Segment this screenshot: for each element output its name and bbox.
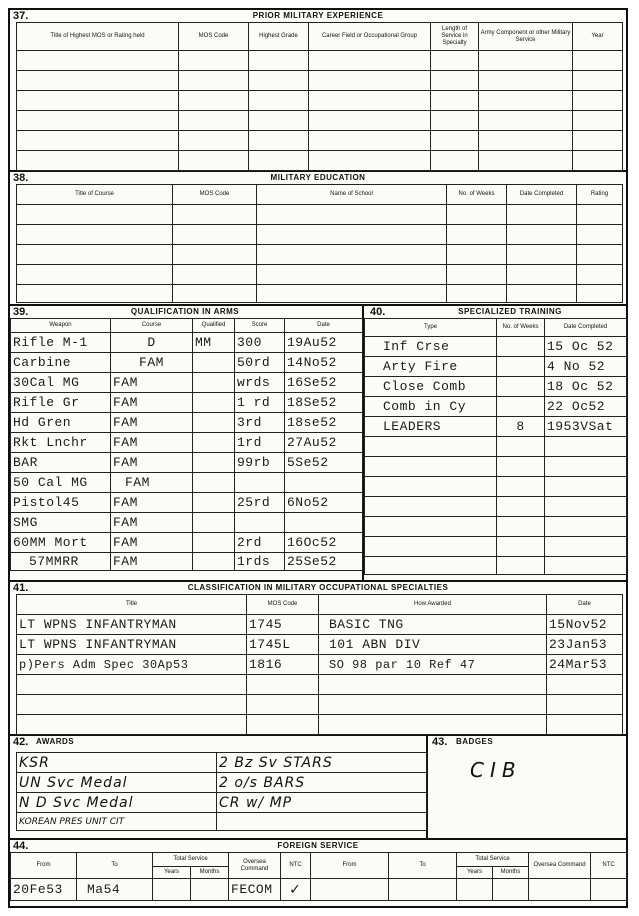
col-header: Date Completed: [545, 319, 627, 337]
how-awarded: SO 98 par 10 Ref 47: [319, 655, 547, 675]
col-header: No. of Weeks: [447, 185, 507, 205]
col-header: Months: [191, 867, 229, 879]
section-title: BADGES: [456, 737, 494, 746]
weeks: [497, 337, 545, 357]
date: [285, 473, 363, 493]
table-row: [17, 91, 623, 111]
weapon: 30Cal MG: [11, 373, 111, 393]
score: 300: [235, 333, 285, 353]
table-row: [365, 417, 627, 437]
table-row: [11, 433, 363, 453]
section-foreign-service: [10, 840, 626, 906]
col-header: Total Service: [153, 853, 229, 867]
section-title: CLASSIFICATION IN MILITARY OCCUPATIONAL SPECIALTIES: [187, 583, 449, 592]
course: FAM: [111, 353, 193, 373]
qualified: [193, 393, 235, 413]
weapon: Carbine: [11, 353, 111, 373]
table-row: [365, 477, 627, 497]
weapon: Rkt Lnchr: [11, 433, 111, 453]
table-row: [17, 675, 623, 695]
col-header: Rating: [577, 185, 623, 205]
table-row: [365, 457, 627, 477]
table-row: [17, 225, 623, 245]
mos-code: 1745: [247, 615, 319, 635]
qualified: [193, 413, 235, 433]
section-title: MILITARY EDUCATION: [270, 173, 366, 182]
table-row: [11, 413, 363, 433]
mos-date: 23Jan53: [547, 635, 623, 655]
date: 18se52: [285, 413, 363, 433]
col-header: Qualified: [193, 319, 235, 333]
table-row: [17, 51, 623, 71]
training-type: Comb in Cy: [365, 397, 497, 417]
table-row: [365, 397, 627, 417]
score: 50rd: [235, 353, 285, 373]
table-row: [11, 879, 627, 901]
course: FAM: [111, 373, 193, 393]
table-row: [17, 813, 427, 831]
mos-classification-table: [16, 594, 623, 735]
col-header: Years: [153, 867, 191, 879]
col-header: Date: [547, 595, 623, 615]
section-number: 40.: [370, 306, 386, 318]
weapon: Rifle M-1: [11, 333, 111, 353]
training-type: Arty Fire: [365, 357, 497, 377]
table-row: [17, 655, 623, 675]
date: 27Au52: [285, 433, 363, 453]
weapon: Hd Gren: [11, 413, 111, 433]
col-header: Title of Highest MOS or Rating held: [17, 23, 179, 51]
col-header: Name of School: [257, 185, 447, 205]
table-row: [17, 245, 623, 265]
col-header: How Awarded: [319, 595, 547, 615]
awards-table: [16, 752, 427, 831]
mos-code: 1745L: [247, 635, 319, 655]
qualified: [193, 453, 235, 473]
col-header: From: [311, 853, 389, 879]
col-header: Army Component or other Military Service: [479, 23, 573, 51]
score: [235, 473, 285, 493]
table-row: [11, 493, 363, 513]
weapon: BAR: [11, 453, 111, 473]
course: FAM: [111, 393, 193, 413]
date-completed: 15 Oc 52: [545, 337, 627, 357]
section-title: AWARDS: [36, 737, 75, 746]
qualified: [193, 553, 235, 571]
qualified: [193, 533, 235, 553]
table-row: [17, 773, 427, 793]
training-type: Close Comb: [365, 377, 497, 397]
table-row: [11, 553, 363, 571]
table-row: [365, 337, 627, 357]
date: 5Se52: [285, 453, 363, 473]
training-type: LEADERS: [365, 417, 497, 437]
col-header: To: [389, 853, 457, 879]
section-number: 39.: [13, 306, 29, 318]
table-row: [17, 265, 623, 285]
date: 18Se52: [285, 393, 363, 413]
table-row: [365, 517, 627, 537]
award: KOREAN PRES UNIT CIT: [17, 813, 217, 831]
prior-experience-table: [16, 22, 623, 171]
col-header: Total Service: [457, 853, 529, 867]
table-row: [17, 615, 623, 635]
table-row: [11, 373, 363, 393]
mos-code: 1816: [247, 655, 319, 675]
date: 16Oc52: [285, 533, 363, 553]
table-row: [17, 715, 623, 735]
weapon: 60MM Mort: [11, 533, 111, 553]
table-row: [365, 437, 627, 457]
course: D: [111, 333, 193, 353]
section-badges: [428, 736, 626, 840]
section-number: 44.: [13, 840, 29, 852]
score: 25rd: [235, 493, 285, 513]
how-awarded: 101 ABN DIV: [319, 635, 547, 655]
col-header: Date Completed: [507, 185, 577, 205]
section-number: 42.: [13, 736, 29, 748]
col-header: Oversea Command: [529, 853, 591, 879]
award: 2 Bz Sv STARS: [217, 753, 427, 773]
table-row: [11, 513, 363, 533]
date-completed: 22 Oc52: [545, 397, 627, 417]
score: [235, 513, 285, 533]
mos-title: LT WPNS INFANTRYMAN: [17, 615, 247, 635]
fs-to: Ma54: [77, 879, 153, 901]
course: FAM: [111, 453, 193, 473]
mos-title: LT WPNS INFANTRYMAN: [17, 635, 247, 655]
table-row: [365, 557, 627, 575]
weeks: [497, 357, 545, 377]
table-row: [11, 353, 363, 373]
qualified: MM: [193, 333, 235, 353]
award: KSR: [17, 753, 217, 773]
training-type: Inf Crse: [365, 337, 497, 357]
military-education-table: [16, 184, 623, 303]
col-header: Highest Grade: [249, 23, 309, 51]
col-header: Months: [493, 867, 529, 879]
weeks: [497, 397, 545, 417]
date: 16Se52: [285, 373, 363, 393]
score: wrds: [235, 373, 285, 393]
table-row: [17, 151, 623, 171]
course: FAM: [111, 533, 193, 553]
table-row: [11, 333, 363, 353]
award: 2 o/s BARS: [217, 773, 427, 793]
course: FAM: [111, 493, 193, 513]
score: 99rb: [235, 453, 285, 473]
qualified: [193, 513, 235, 533]
date: [285, 513, 363, 533]
col-header: From: [11, 853, 77, 879]
mos-date: 24Mar53: [547, 655, 623, 675]
score: 1rds: [235, 553, 285, 571]
table-row: [17, 111, 623, 131]
col-header: Weapon: [11, 319, 111, 333]
table-row: [17, 635, 623, 655]
fs-ntc: ✓: [281, 879, 311, 901]
fs-from: 20Fe53: [11, 879, 77, 901]
col-header: To: [77, 853, 153, 879]
date-completed: 1953VSat: [545, 417, 627, 437]
weeks: [497, 377, 545, 397]
fs-years: [153, 879, 191, 901]
qualified: [193, 493, 235, 513]
col-header: Title: [17, 595, 247, 615]
course: FAM: [111, 433, 193, 453]
date-completed: 18 Oc 52: [545, 377, 627, 397]
section-title: SPECIALIZED TRAINING: [458, 307, 562, 316]
col-header: MOS Code: [179, 23, 249, 51]
score: 1rd: [235, 433, 285, 453]
table-row: [365, 537, 627, 557]
col-header: NTC: [281, 853, 311, 879]
weapon: 57MMRR: [11, 553, 111, 571]
badge-value: CIB: [470, 758, 522, 782]
col-header: Date: [285, 319, 363, 333]
award: N D Svc Medal: [17, 793, 217, 813]
table-row: [17, 793, 427, 813]
qualified: [193, 433, 235, 453]
section-title: FOREIGN SERVICE: [277, 841, 359, 850]
date: 25Se52: [285, 553, 363, 571]
course: FAM: [111, 513, 193, 533]
date-completed: 4 No 52: [545, 357, 627, 377]
date: 14No52: [285, 353, 363, 373]
course: FAM: [111, 473, 193, 493]
weapon: SMG: [11, 513, 111, 533]
qualified: [193, 353, 235, 373]
weapon: Rifle Gr: [11, 393, 111, 413]
col-header: Score: [235, 319, 285, 333]
col-header: Type: [365, 319, 497, 337]
col-header: Length of Service in Specialty: [431, 23, 479, 51]
table-row: [17, 753, 427, 773]
score: 2rd: [235, 533, 285, 553]
table-row: [11, 533, 363, 553]
section-mos-classification: [10, 582, 626, 736]
table-row: [17, 131, 623, 151]
col-header: NTC: [591, 853, 627, 879]
section-specialized-training: [364, 306, 626, 582]
award: UN Svc Medal: [17, 773, 217, 793]
table-row: [365, 357, 627, 377]
table-row: [11, 453, 363, 473]
how-awarded: BASIC TNG: [319, 615, 547, 635]
date: 6No52: [285, 493, 363, 513]
col-header: Title of Course: [17, 185, 173, 205]
col-header: Career Field or Occupational Group: [309, 23, 431, 51]
section-number: 37.: [13, 10, 29, 22]
fs-months: [191, 879, 229, 901]
specialized-training-table: [364, 318, 627, 575]
col-header: MOS Code: [173, 185, 257, 205]
section-military-education: [10, 172, 626, 306]
table-row: [365, 377, 627, 397]
qualified: [193, 373, 235, 393]
col-header: Oversea Command: [229, 853, 281, 879]
qualified: [193, 473, 235, 493]
foreign-service-table: [10, 852, 627, 901]
table-row: [11, 473, 363, 493]
date: 19Au52: [285, 333, 363, 353]
section-qualification-in-arms: [10, 306, 364, 582]
section-number: 38.: [13, 172, 29, 184]
table-row: [17, 285, 623, 303]
col-header: Years: [457, 867, 493, 879]
weapon: Pistol45: [11, 493, 111, 513]
qualification-table: [10, 318, 363, 571]
col-header: Course: [111, 319, 193, 333]
col-header: MOS Code: [247, 595, 319, 615]
section-number: 41.: [13, 582, 29, 594]
section-title: PRIOR MILITARY EXPERIENCE: [252, 11, 384, 20]
mos-title: p)Pers Adm Spec 30Ap53: [17, 655, 247, 675]
personnel-record-page: [8, 8, 628, 908]
table-row: [11, 393, 363, 413]
mos-date: 15Nov52: [547, 615, 623, 635]
table-row: [17, 695, 623, 715]
table-row: [17, 205, 623, 225]
col-header: No. of Weeks: [497, 319, 545, 337]
section-prior-military-experience: [10, 10, 626, 172]
table-row: [17, 71, 623, 91]
course: FAM: [111, 553, 193, 571]
section-title: QUALIFICATION IN ARMS: [130, 307, 240, 316]
score: 1 rd: [235, 393, 285, 413]
col-header: Year: [573, 23, 623, 51]
section-awards: [10, 736, 428, 840]
table-row: [365, 497, 627, 517]
fs-command: FECOM: [229, 879, 281, 901]
weeks: 8: [497, 417, 545, 437]
section-number: 43.: [432, 736, 448, 748]
award: CR w/ MP: [217, 793, 427, 813]
score: 3rd: [235, 413, 285, 433]
weapon: 50 Cal MG: [11, 473, 111, 493]
course: FAM: [111, 413, 193, 433]
